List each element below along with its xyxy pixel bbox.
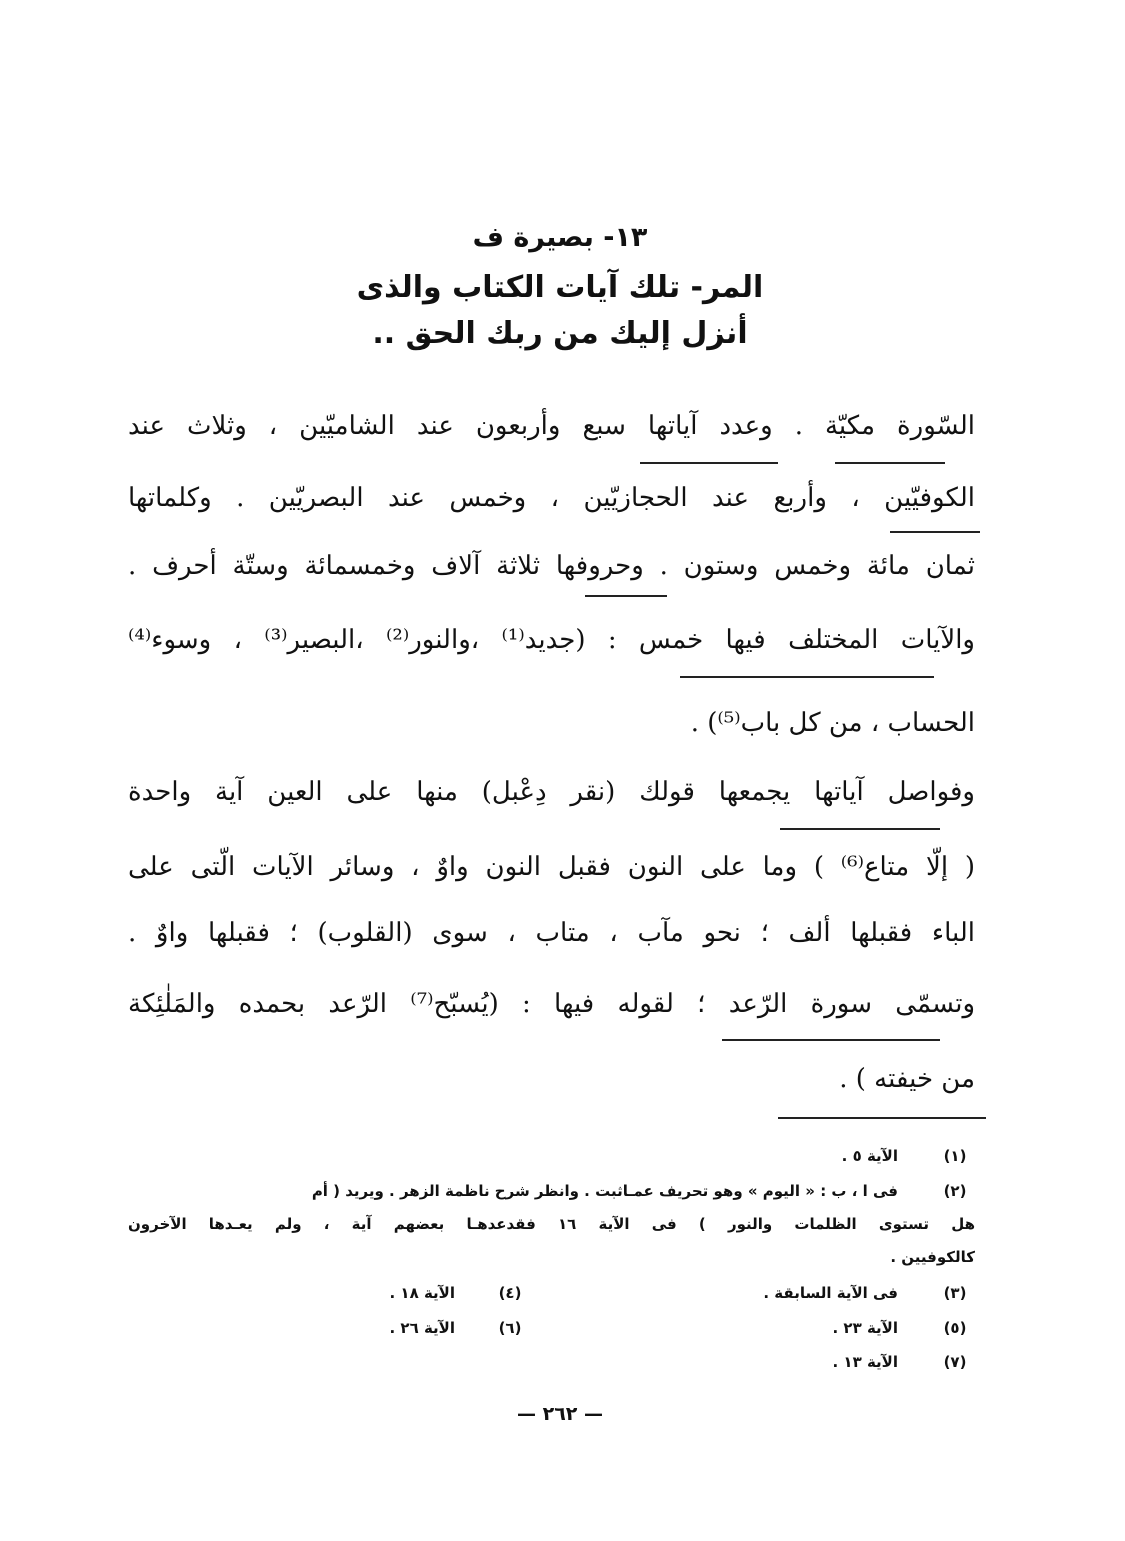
body-line: الباء فقبلها ألف ؛ نحو مآب ، متاب ، سوى (القلوب) ؛ فقبلها واوٌ .: [128, 918, 975, 948]
body-line: ثمان مائة وخمس وستون . وحروفها ثلاثة آلاف وخمسمائة وستّة أحرف .: [128, 551, 975, 581]
underline-mark: [890, 531, 980, 533]
body-line: وتسمّى سورة الرّعد ؛ لقوله فيها : (يُسبّح⁽⁷⁾ الرّعد بحمده والمَلٰئِكة: [128, 989, 975, 1019]
body-line: السّورة مكيّة . وعدد آياتها سبع وأربعون عند الشاميّين ، وثلاث عند: [128, 411, 975, 441]
footnote-number: (١): [943, 1147, 967, 1165]
footnote-text: هل تستوى الظلمات والنور ) فى الآية ١٦ فقدعدهـا بعضهم آية ، ولم يعـدها الآخرون: [128, 1215, 975, 1233]
footnote-text: الآية ١٨ .: [389, 1284, 455, 1302]
footnote-text: كالكوفيين .: [890, 1248, 975, 1266]
underline-mark: [680, 676, 934, 678]
body-line: وفواصل آياتها يجمعها قولك (نقر دِعْبل) منها على العين آية واحدة: [128, 777, 975, 807]
footnote-text: الآية ٢٦ .: [389, 1319, 455, 1337]
underline-mark: [835, 462, 945, 464]
body-line: ( إلّا متاع⁽⁶⁾ ) وما على النون فقبل النون واوٌ ، وسائر الآيات الّتى على: [128, 852, 975, 882]
footnote-text: الآية ١٣ .: [832, 1353, 898, 1371]
underline-mark: [640, 462, 778, 464]
footnote-text: الآية ٢٣ .: [832, 1319, 898, 1337]
body-line: من خيفته ) .: [839, 1064, 975, 1094]
body-line: الكوفيّين ، وأربع عند الحجازيّين ، وخمس عند البصريّين . وكلماتها: [128, 483, 975, 513]
underline-mark: [722, 1039, 940, 1041]
chapter-title-line-2: أنزل إليك من ربك الحق ..: [372, 316, 748, 351]
body-line: الحساب ، من كل باب⁽⁵⁾) .: [690, 708, 975, 738]
footnote-number: (٧): [943, 1353, 967, 1371]
underline-mark: [585, 595, 667, 597]
footnote-number: (٤): [498, 1284, 522, 1302]
chapter-title-line-1: المر- تلك آيات الكتاب والذى: [356, 270, 764, 305]
footnote-separator: [778, 1117, 986, 1119]
chapter-number-title: ١٣- بصيرة ف: [472, 222, 648, 253]
page-number: — ٢٦٢ —: [516, 1403, 604, 1425]
underline-mark: [780, 828, 940, 830]
footnote-number: (٢): [943, 1182, 967, 1200]
footnote-text: الآية ٥ .: [841, 1147, 898, 1165]
body-line: والآيات المختلف فيها خمس : (جديد⁽¹⁾ ،والنور⁽²⁾ ،البصير⁽³⁾ ، وسوء⁽⁴⁾: [128, 625, 975, 655]
footnote-number: (٥): [943, 1319, 967, 1337]
footnote-text: فى الآية السابقة .: [763, 1284, 898, 1302]
footnote-number: (٣): [943, 1284, 967, 1302]
footnote-text: فى ا ، ب : « اليوم » وهو تحريف عمـاثبت . وانظر شرح ناظمة الزهر . ويريد ( أم: [311, 1182, 898, 1200]
footnote-number: (٦): [498, 1319, 522, 1337]
